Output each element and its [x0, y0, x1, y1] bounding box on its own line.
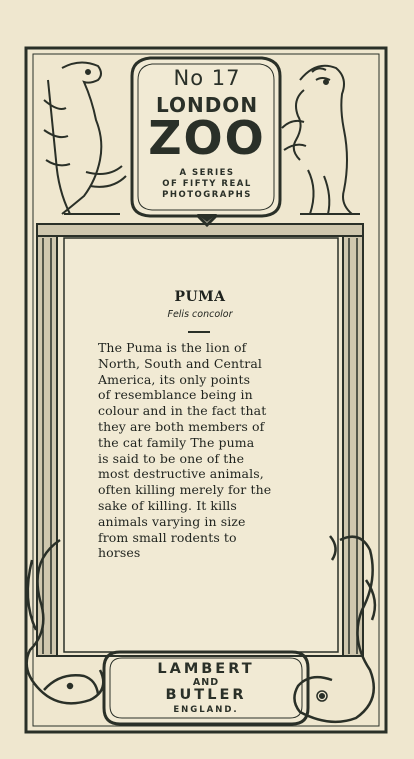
description-line: horses: [98, 545, 141, 561]
description-line: animals varying in size: [98, 513, 246, 529]
animal-name: PUMA: [174, 289, 226, 305]
description-line: from small rodents to: [98, 529, 237, 545]
description-line: The Puma is the lion of: [98, 340, 247, 355]
title-divider: [188, 331, 210, 333]
griffin-icon: [44, 62, 126, 214]
description-line: sake of killing. It kills: [98, 497, 237, 513]
publisher-country: ENGLAND.: [173, 705, 239, 715]
description-line: is said to be one of the: [98, 450, 245, 466]
description-line: they are both members of: [98, 418, 265, 434]
description-line: the cat family The puma: [98, 434, 255, 450]
series-description-line: OF FIFTY REAL: [162, 179, 252, 189]
publisher-conjunction: AND: [192, 677, 220, 688]
series-description-line: A SERIES: [179, 168, 235, 178]
description-line: often killing merely for the: [98, 482, 272, 498]
description-line: America, its only points: [98, 371, 251, 387]
series-name: LONDON: [155, 93, 259, 117]
publisher-name: LAMBERT: [157, 661, 255, 677]
description-line: North, South and Central: [98, 355, 262, 371]
description-line: most destructive animals,: [98, 466, 264, 482]
series-description-line: PHOTOGRAPHS: [162, 190, 252, 200]
series-logo: ZOO: [148, 111, 266, 165]
publisher-name-2: BUTLER: [165, 687, 247, 703]
description-line: of resemblance being in: [98, 387, 253, 403]
scientific-name: Felis concolor: [167, 309, 233, 320]
card-number: No 17: [173, 66, 241, 90]
description-line: colour and in the fact that: [98, 403, 267, 419]
right-column: [343, 236, 363, 656]
top-beam: [37, 224, 363, 236]
lion-icon: [282, 66, 360, 214]
animal-description: [98, 340, 313, 561]
left-column: [37, 236, 57, 656]
